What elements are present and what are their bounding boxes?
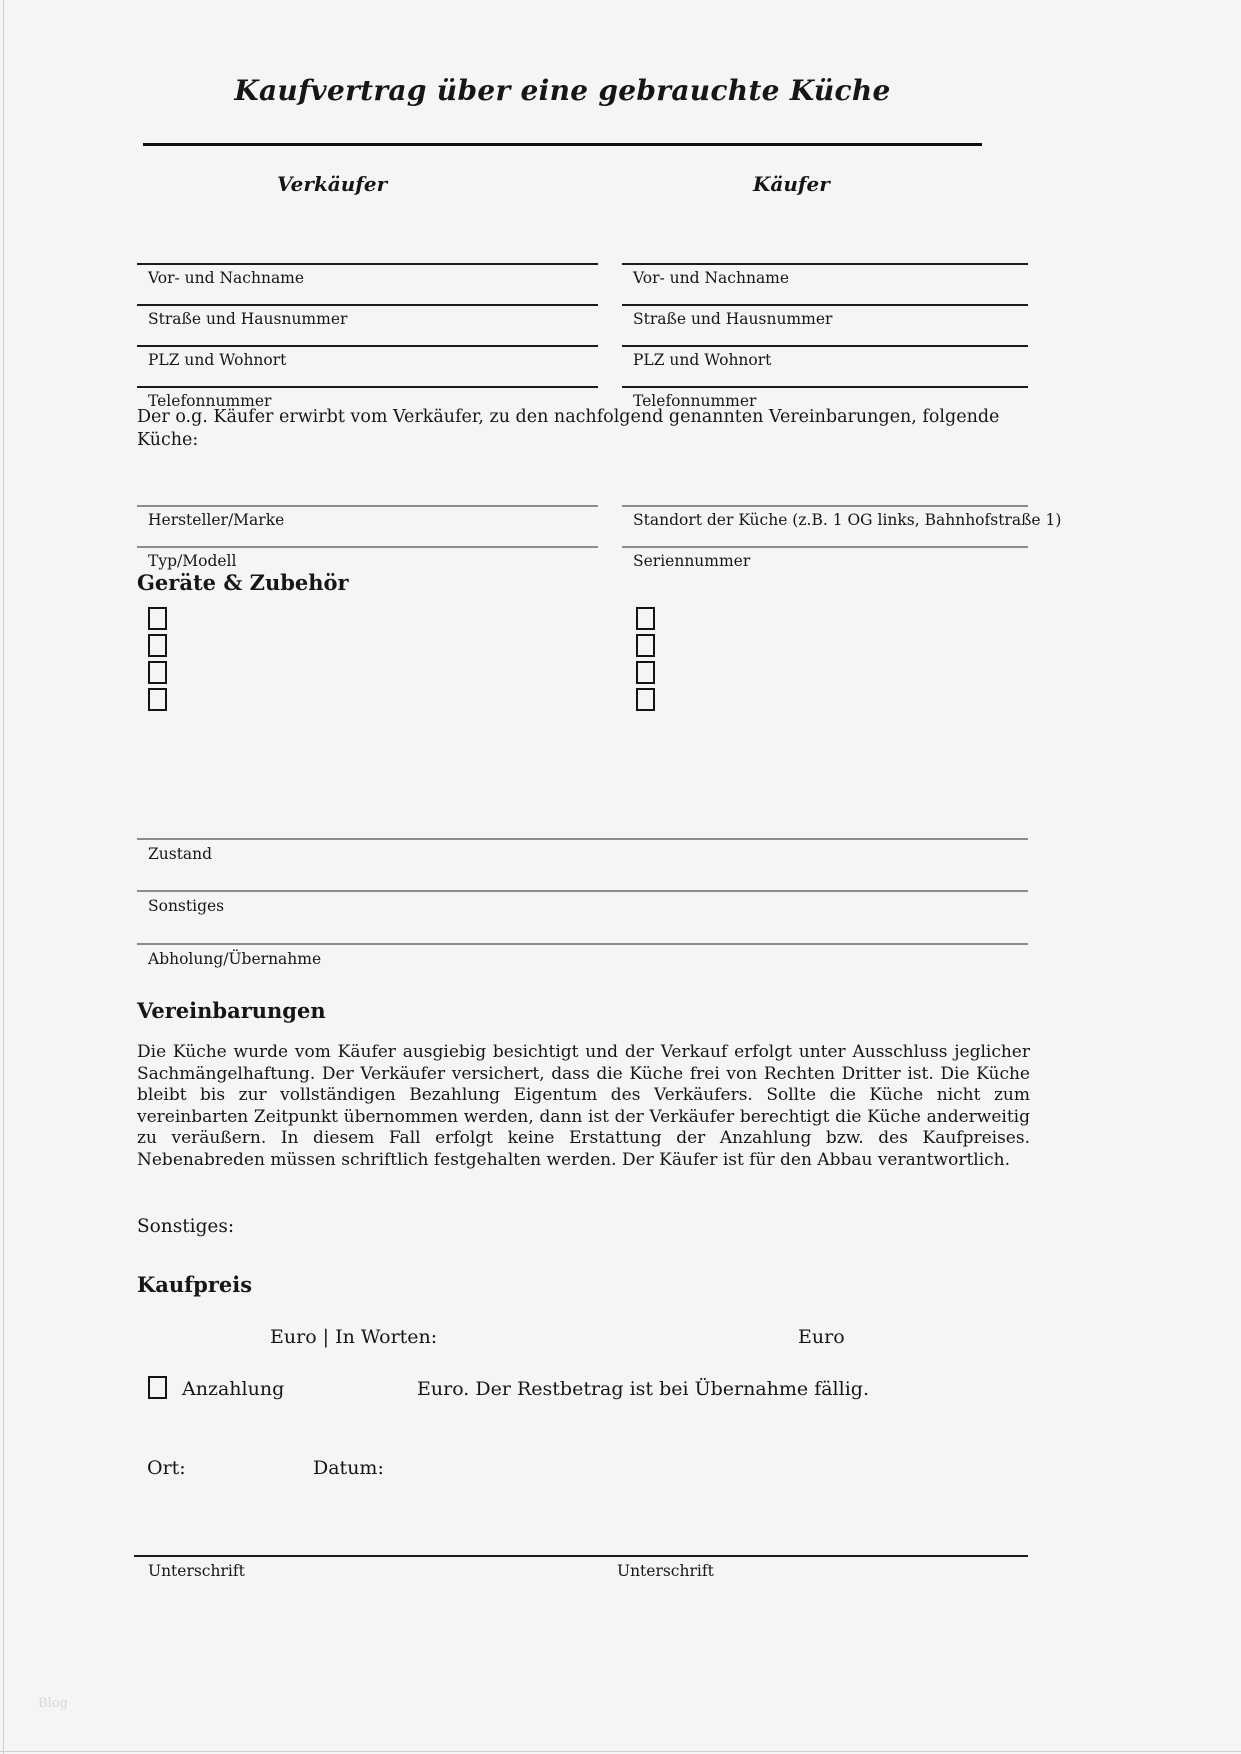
price-euro-in-words-label: Euro | In Worten: bbox=[270, 1326, 438, 1348]
equipment-heading: Geräte & Zubehör bbox=[137, 570, 349, 595]
seller-heading: Verkäufer bbox=[277, 172, 388, 196]
deposit-remainder-text: Euro. Der Restbetrag ist bei Übernahme fällig. bbox=[417, 1378, 869, 1400]
buyer-heading: Käufer bbox=[753, 172, 830, 196]
kitchen-field-label: Seriennummer bbox=[633, 552, 751, 570]
buyer-field-label: PLZ und Wohnort bbox=[633, 351, 772, 369]
equipment-checkbox[interactable] bbox=[148, 688, 167, 711]
detail-field-label: Zustand bbox=[148, 845, 213, 863]
writing-line bbox=[137, 505, 598, 507]
writing-line bbox=[137, 838, 1028, 840]
detail-field-label: Abholung/Übernahme bbox=[148, 950, 322, 968]
equipment-checkbox[interactable] bbox=[636, 607, 655, 630]
writing-line bbox=[137, 304, 598, 306]
page-edge-left bbox=[3, 0, 4, 1754]
agreements-paragraph: Die Küche wurde vom Käufer ausgiebig besichtigt und der Verkauf erfolgt unter Ausschluss jeglicher Sachmängelhaftung. Der Verkäufer versichert, dass die Küche frei von Rechten Dritter ist. Die Küche bleibt bis zur vollständigen Bezahlung Eigentum des Verkäufers. Sollte die Küche nicht zum vereinbarten Zeitpunkt übernommen werden, dann ist der Verkäufer berechtigt die Küche anderweitig zu veräußern. In diesem Fall erfolgt keine Erstattung der Anzahlung bzw. des Kaufpreises. Nebenabreden müssen schriftlich festgehalten werden. Der Käufer ist für den Abbau verantwortlich. bbox=[137, 1042, 1030, 1170]
kitchen-field-label: Typ/Modell bbox=[148, 552, 237, 570]
kitchen-field-label: Hersteller/Marke bbox=[148, 511, 285, 529]
equipment-checkbox[interactable] bbox=[636, 688, 655, 711]
writing-line bbox=[137, 386, 598, 388]
kitchen-field-label: Standort der Küche (z.B. 1 OG links, Bahnhofstraße 1) bbox=[633, 511, 1062, 529]
buyer-field-label: Straße und Hausnummer bbox=[633, 310, 833, 328]
title-rule bbox=[143, 143, 982, 146]
writing-line bbox=[622, 345, 1028, 347]
intro-paragraph bbox=[137, 406, 999, 452]
ort-label: Ort: bbox=[147, 1457, 186, 1479]
price-euro-label: Euro bbox=[798, 1326, 845, 1348]
intro-line-1: Der o.g. Käufer erwirbt vom Verkäufer, zu den nachfolgend genannten Vereinbarungen, folgende bbox=[137, 407, 1000, 427]
seller-field-label: Vor- und Nachname bbox=[148, 269, 305, 287]
detail-field-label: Sonstiges bbox=[148, 897, 225, 915]
writing-line bbox=[622, 546, 1028, 548]
seller-field-label: Straße und Hausnummer bbox=[148, 310, 348, 328]
intro-line-2: Küche: bbox=[137, 430, 199, 450]
buyer-field-label: Vor- und Nachname bbox=[633, 269, 790, 287]
writing-line bbox=[622, 505, 1028, 507]
page-title: Kaufvertrag über eine gebrauchte Küche bbox=[234, 74, 891, 107]
writing-line bbox=[137, 890, 1028, 892]
buyer-field-label: Telefonnummer bbox=[633, 392, 757, 410]
equipment-checkbox[interactable] bbox=[636, 661, 655, 684]
writing-line bbox=[137, 943, 1028, 945]
seller-field-label: PLZ und Wohnort bbox=[148, 351, 287, 369]
datum-label: Datum: bbox=[313, 1457, 384, 1479]
deposit-checkbox[interactable] bbox=[148, 1376, 167, 1399]
agreements-heading: Vereinbarungen bbox=[137, 998, 326, 1023]
equipment-checkbox[interactable] bbox=[148, 607, 167, 630]
price-heading: Kaufpreis bbox=[137, 1272, 253, 1297]
deposit-label: Anzahlung bbox=[182, 1378, 285, 1400]
page-edge-bottom bbox=[0, 1751, 1241, 1752]
seller-field-label: Telefonnummer bbox=[148, 392, 272, 410]
signature-label-buyer: Unterschrift bbox=[617, 1562, 714, 1580]
writing-line bbox=[137, 546, 598, 548]
signature-line bbox=[134, 1555, 1028, 1557]
signature-label-seller: Unterschrift bbox=[148, 1562, 245, 1580]
sonstiges-label: Sonstiges: bbox=[137, 1216, 235, 1237]
equipment-checkbox[interactable] bbox=[148, 661, 167, 684]
writing-line bbox=[622, 304, 1028, 306]
writing-line bbox=[622, 386, 1028, 388]
writing-line bbox=[137, 263, 598, 265]
writing-line bbox=[622, 263, 1028, 265]
equipment-checkbox[interactable] bbox=[148, 634, 167, 657]
watermark: Blog bbox=[38, 1696, 68, 1711]
equipment-checkbox[interactable] bbox=[636, 634, 655, 657]
writing-line bbox=[137, 345, 598, 347]
